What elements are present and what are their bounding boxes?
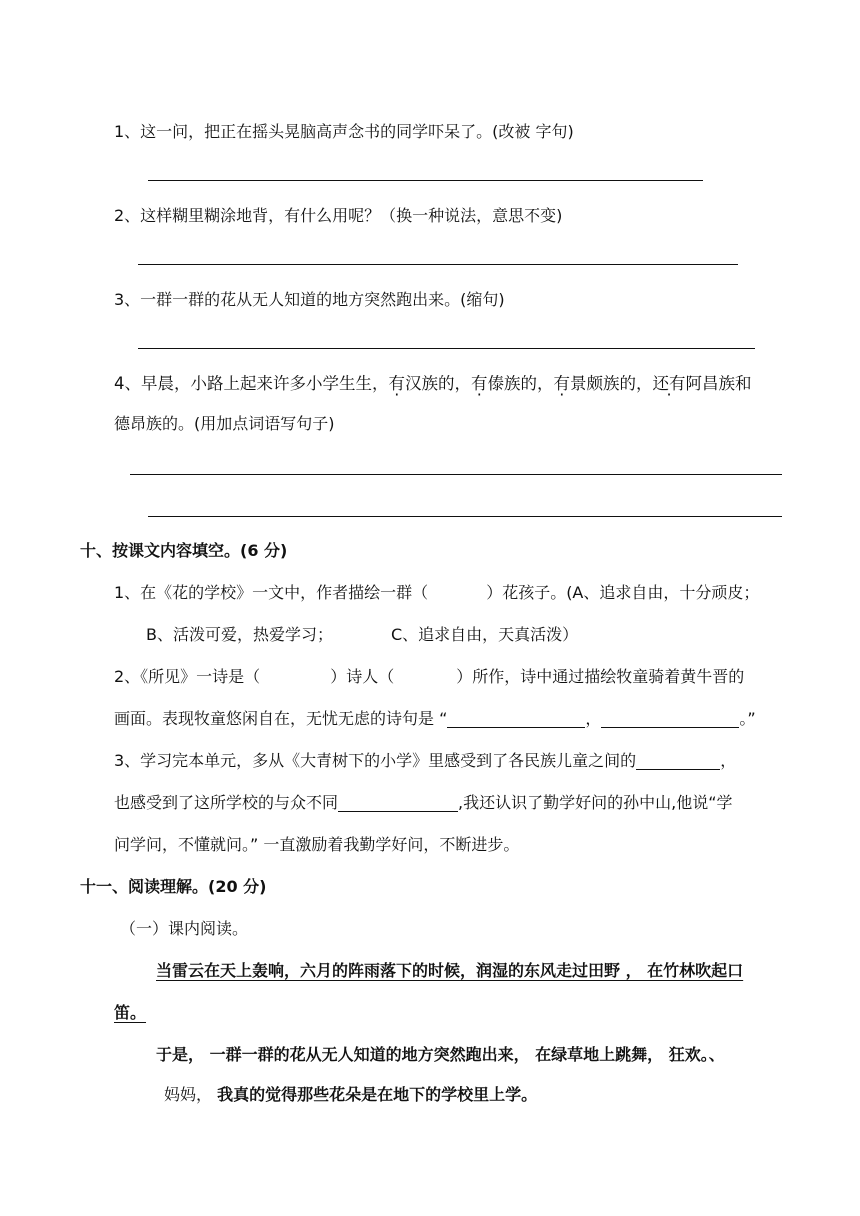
q10-2-text-f: 。” (739, 709, 756, 728)
section-11-heading: 十一、阅读理解。(20 分) (80, 877, 267, 896)
q10-2-text-c: ）所作，诗中通过描绘牧童骑着黄牛晋的 (456, 667, 745, 686)
q10-2-line1 (114, 666, 744, 688)
q9-1-text: 1、这一问，把正在摇头晃脑高声念书的同学吓呆了。(改被 字句) (114, 122, 574, 141)
q10-3-line1 (114, 750, 736, 772)
q10-3-blank-2[interactable] (338, 793, 458, 812)
section-10-heading: 十、按课文内容填空。(6 分) (80, 541, 288, 560)
q10-2-line2 (114, 708, 756, 730)
passage-paragraph-2: 于是， 一群一群的花从无人知道的地方突然跑出来， 在绿草地上跳舞， 狂欢。、 (156, 1045, 725, 1064)
q10-3-text-d: ,我还认识了勤学好问的孙中山,他说“学 (458, 793, 733, 812)
q9-2-text: 2、这样糊里糊涂地背，有什么用呢？（换一种说法，意思不变) (114, 206, 563, 225)
q9-4-text-4: 阿昌族和 (685, 374, 752, 393)
q9-4-text-2: 傣族的， (487, 374, 554, 393)
q10-2-text-b: ）诗人（ (330, 667, 395, 686)
dotted-word-2: 有 (471, 374, 488, 393)
q10-1-text-a: 1、在《花的学校》一文中，作者描绘一群（ (114, 583, 429, 602)
q10-1-text-b: ）花孩子。(A、追求自由，十分顽皮； (486, 583, 760, 602)
q10-1-option-c: C、追求自由，天真活泼） (390, 625, 579, 644)
q10-2-blank-1[interactable] (447, 709, 585, 728)
q9-4-text-line2: 德昂族的。(用加点词语写句子) (114, 414, 335, 433)
passage-paragraph-3 (164, 1084, 537, 1106)
q10-2-text-d: 画面。表现牧童悠闲自在，无忧无虑的诗句是 “ (114, 709, 448, 728)
q10-3-line3: 问学问，不懂就问。” 一直激励着我勤学好问，不断进步。 (114, 835, 520, 854)
q9-4-answer-line-1[interactable] (130, 474, 782, 475)
q9-4-prefix: 4、早晨，小路上起来许多小学生生， (114, 374, 389, 393)
q9-4-text-3: 景颇族的， (570, 374, 653, 393)
reading-subheading: （一）课内阅读。 (120, 919, 249, 938)
q9-4-answer-line-2[interactable] (148, 516, 782, 517)
q10-3-text-a: 3、学习完本单元，多从《大青树下的小学》里感受到了各民族儿童之间的 (114, 751, 637, 770)
q10-2-text-e: ， (585, 709, 602, 728)
q9-3-text: 3、一群一群的花从无人知道的地方突然跑出来。(缩句) (114, 290, 505, 309)
q9-3-answer-line[interactable] (138, 348, 755, 349)
q10-2-blank-2[interactable] (601, 709, 739, 728)
q10-3-line2 (114, 792, 732, 814)
q9-1-answer-line[interactable] (148, 180, 703, 181)
dotted-word-1: 有 (388, 374, 405, 393)
q10-3-text-b: ， (720, 751, 737, 770)
q10-1-line2 (146, 624, 578, 646)
passage-paragraph-1-line1: 当雷云在天上轰响，六月的阵雨落下的时候，润湿的东风走过田野 ， 在竹林吹起口 (156, 961, 744, 980)
dotted-word-3: 有 (553, 374, 570, 393)
passage-paragraph-3-a: 妈妈， (164, 1085, 218, 1104)
q10-3-blank-1[interactable] (636, 751, 720, 770)
q9-4-text-line1 (114, 373, 752, 395)
passage-paragraph-3-b: 我真的觉得那些花朵是在地下的学校里上学。 (217, 1085, 538, 1104)
passage-paragraph-1-line2: 笛。 (114, 1003, 147, 1022)
dotted-word-4: 还有 (652, 374, 686, 393)
q9-4-text-1: 汉族的， (405, 374, 471, 393)
q10-2-text-a: 2、《所见》一诗是（ (114, 667, 261, 686)
q10-3-text-c: 也感受到了这所学校的与众不同 (114, 793, 339, 812)
q10-1-line1 (114, 582, 759, 604)
q10-1-option-b: B、活泼可爱，热爱学习； (146, 625, 333, 644)
q9-2-answer-line[interactable] (138, 264, 738, 265)
